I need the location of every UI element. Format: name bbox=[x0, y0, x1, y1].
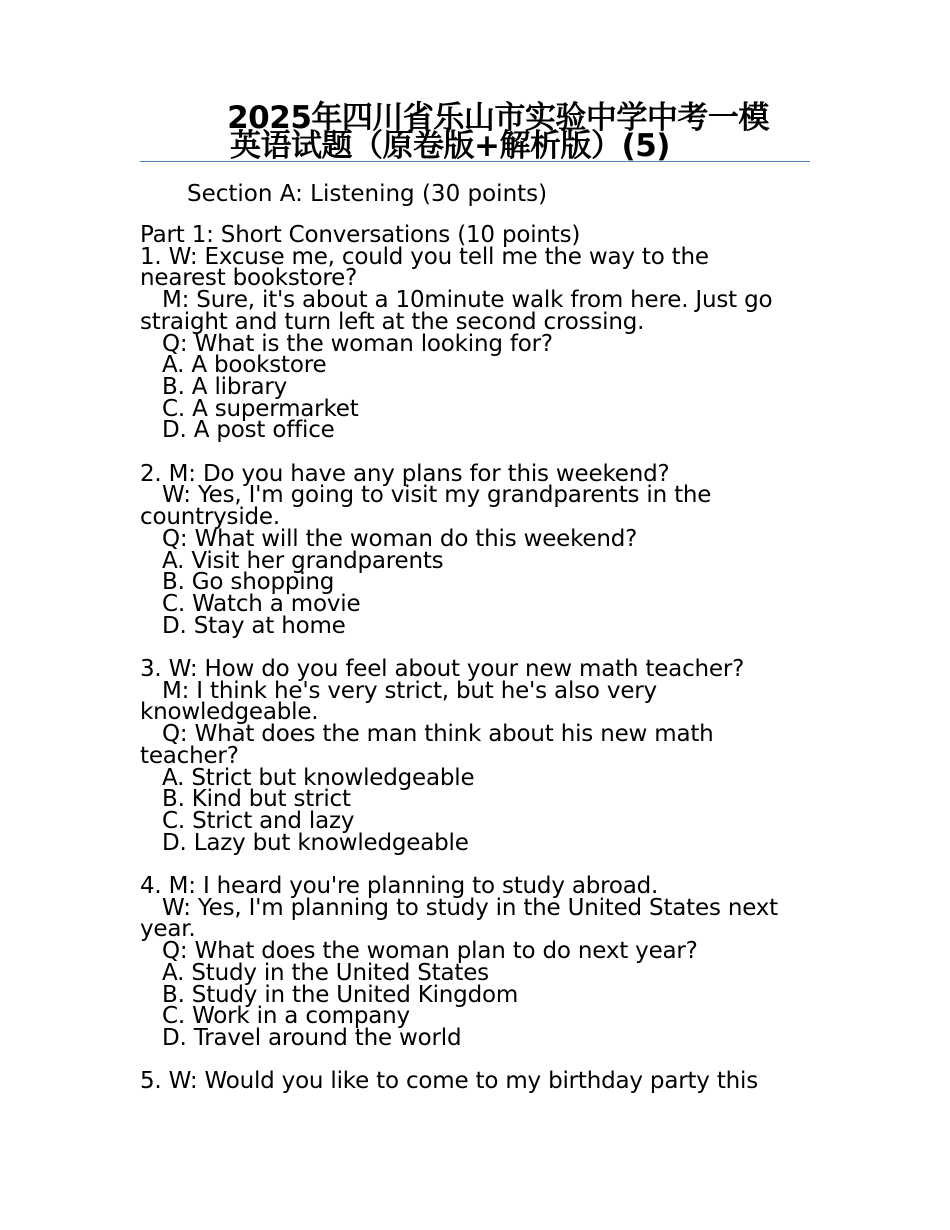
question-3-prompt-continued: teacher? bbox=[140, 742, 239, 769]
question-1-line-4: straight and turn left at the second crossing. bbox=[140, 308, 645, 335]
title-line-2: 英语试题（原卷版+解析版）(5) bbox=[230, 128, 670, 164]
document-title bbox=[140, 100, 810, 164]
document-body bbox=[140, 222, 815, 1095]
question-4-option-d: D. Travel around the world bbox=[162, 1024, 462, 1051]
question-4-option-a: A. Study in the United States bbox=[162, 959, 489, 986]
question-2-option-a: A. Visit her grandparents bbox=[162, 547, 444, 574]
question-1-line-3: M: Sure, it's about a 10minute walk from here. Just go bbox=[162, 287, 773, 314]
question-4-line-3: year. bbox=[140, 916, 196, 943]
question-3-option-b: B. Kind but strict bbox=[162, 786, 351, 813]
question-4-option-c: C. Work in a company bbox=[162, 1003, 410, 1030]
question-2-option-b: B. Go shopping bbox=[162, 569, 335, 596]
question-1-option-a: A. A bookstore bbox=[162, 352, 327, 379]
question-1-line-1: 1. W: Excuse me, could you tell me the way to the bbox=[140, 243, 709, 270]
question-1-line-2: nearest bookstore? bbox=[140, 265, 358, 292]
question-5-line-1: 5. W: Would you like to come to my birthday party this bbox=[140, 1068, 758, 1095]
question-4-line-1: 4. M: I heard you're planning to study abroad. bbox=[140, 873, 659, 900]
question-2-prompt: Q: What will the woman do this weekend? bbox=[162, 525, 638, 552]
question-1-option-c: C. A supermarket bbox=[162, 395, 359, 422]
question-1-option-d: D. A post office bbox=[162, 417, 335, 444]
question-2-option-c: C. Watch a movie bbox=[162, 590, 361, 617]
question-2-line-3: countryside. bbox=[140, 504, 280, 531]
title-line-1: 2025年四川省乐山市实验中学中考一模 bbox=[227, 100, 769, 136]
question-3-option-c: C. Strict and lazy bbox=[162, 807, 355, 834]
question-4-option-b: B. Study in the United Kingdom bbox=[162, 981, 519, 1008]
question-2-option-d: D. Stay at home bbox=[162, 612, 346, 639]
question-3-option-d: D. Lazy but knowledgeable bbox=[162, 829, 469, 856]
question-3-line-2: M: I think he's very strict, but he's also very bbox=[162, 677, 657, 704]
title-underline-divider bbox=[140, 161, 810, 162]
part-heading: Part 1: Short Conversations (10 points) bbox=[140, 222, 581, 248]
question-3-line-1: 3. W: How do you feel about your new math teacher? bbox=[140, 656, 745, 683]
question-2-line-2: W: Yes, I'm going to visit my grandparents in the bbox=[162, 482, 712, 509]
section-heading: Section A: Listening (30 points) bbox=[187, 181, 548, 207]
question-2-line-1: 2. M: Do you have any plans for this weekend? bbox=[140, 460, 670, 487]
question-3-prompt: Q: What does the man think about his new math bbox=[162, 721, 714, 748]
question-1-option-b: B. A library bbox=[162, 373, 288, 400]
question-4-line-2: W: Yes, I'm planning to study in the United States next bbox=[162, 894, 778, 921]
question-1-prompt: Q: What is the woman looking for? bbox=[162, 330, 553, 357]
question-4-prompt: Q: What does the woman plan to do next year? bbox=[162, 938, 698, 965]
question-3-line-3: knowledgeable. bbox=[140, 699, 319, 726]
question-3-option-a: A. Strict but knowledgeable bbox=[162, 764, 475, 791]
